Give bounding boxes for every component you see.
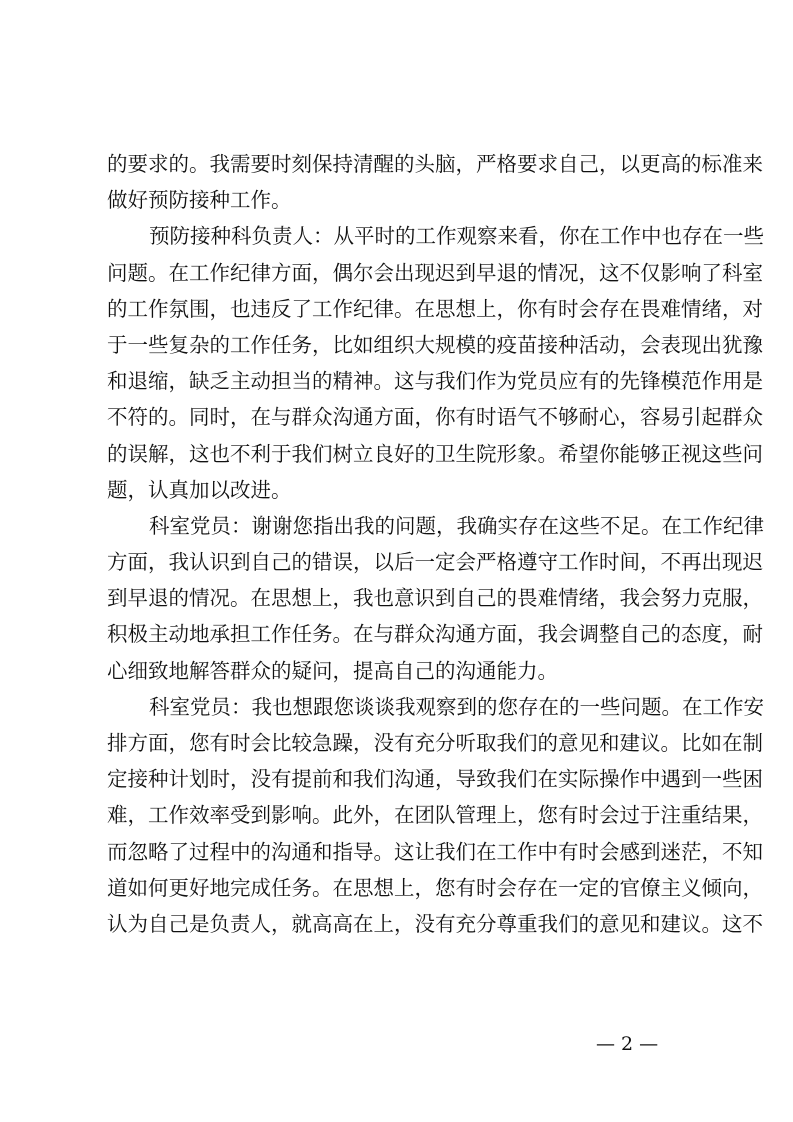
text-line: 而忽略了过程中的沟通和指导。这让我们在工作中有时会感到迷茫，不知 [107,839,763,864]
document-body [107,146,764,942]
text-line: 和退缩，缺乏主动担当的精神。这与我们作为党员应有的先锋模范作用是 [107,369,763,394]
text-line: 的要求的。我需要时刻保持清醒的头脑，严格要求自己，以更高的标准来 [107,152,763,176]
text-line: 定接种计划时，没有提前和我们沟通，导致我们在实际操作中遇到一些困 [107,767,763,792]
paragraph-2 [107,218,764,508]
text-line: 问题。在工作纪律方面，偶尔会出现迟到早退的情况，这不仅影响了科室 [107,260,763,285]
text-line: 预防接种科负责人：从平时的工作观察来看，你在工作中也存在一些 [149,224,764,249]
paragraph-1 [107,146,763,218]
text-line: 于一些复杂的工作任务，比如组织大规模的疫苗接种活动，会表现出犹豫 [107,332,763,357]
text-line: 做好预防接种工作。 [107,188,292,213]
text-line: 的工作氛围，也违反了工作纪律。在思想上，你有时会存在畏难情绪，对 [107,296,763,321]
paragraph-4 [107,689,764,942]
text-line: 认为自己是负责人，就高高在上，没有充分尊重我们的意见和建议。这不 [107,911,763,936]
text-line: 方面，我认识到自己的错误，以后一定会严格遵守工作时间，不再出现迟 [107,550,763,575]
text-line: 的误解，这也不利于我们树立良好的卫生院形象。希望你能够正视这些问 [107,441,763,466]
text-line: 积极主动地承担工作任务。在与群众沟通方面，我会调整自己的态度，耐 [107,622,763,647]
text-line: 不符的。同时，在与群众沟通方面，你有时语气不够耐心，容易引起群众 [107,405,763,430]
text-line: 到早退的情况。在思想上，我也意识到自己的畏难情绪，我会努力克服， [107,586,763,611]
text-line: 难，工作效率受到影响。此外，在团队管理上，您有时会过于注重结果， [107,803,763,828]
text-line: 排方面，您有时会比较急躁，没有充分听取我们的意见和建议。比如在制 [107,731,763,755]
paragraph-3 [107,508,764,689]
text-line: 道如何更好地完成任务。在思想上，您有时会存在一定的官僚主义倾向， [107,875,763,900]
text-line: 科室党员：我也想跟您谈谈我观察到的您存在的一些问题。在工作安 [149,694,764,719]
text-line: 科室党员：谢谢您指出我的问题，我确实存在这些不足。在工作纪律 [149,513,764,538]
text-line: 题，认真加以改进。 [107,477,292,502]
page-number: — 2 — [596,1033,659,1055]
text-line: 心细致地解答群众的疑问，提高自己的沟通能力。 [107,658,558,683]
